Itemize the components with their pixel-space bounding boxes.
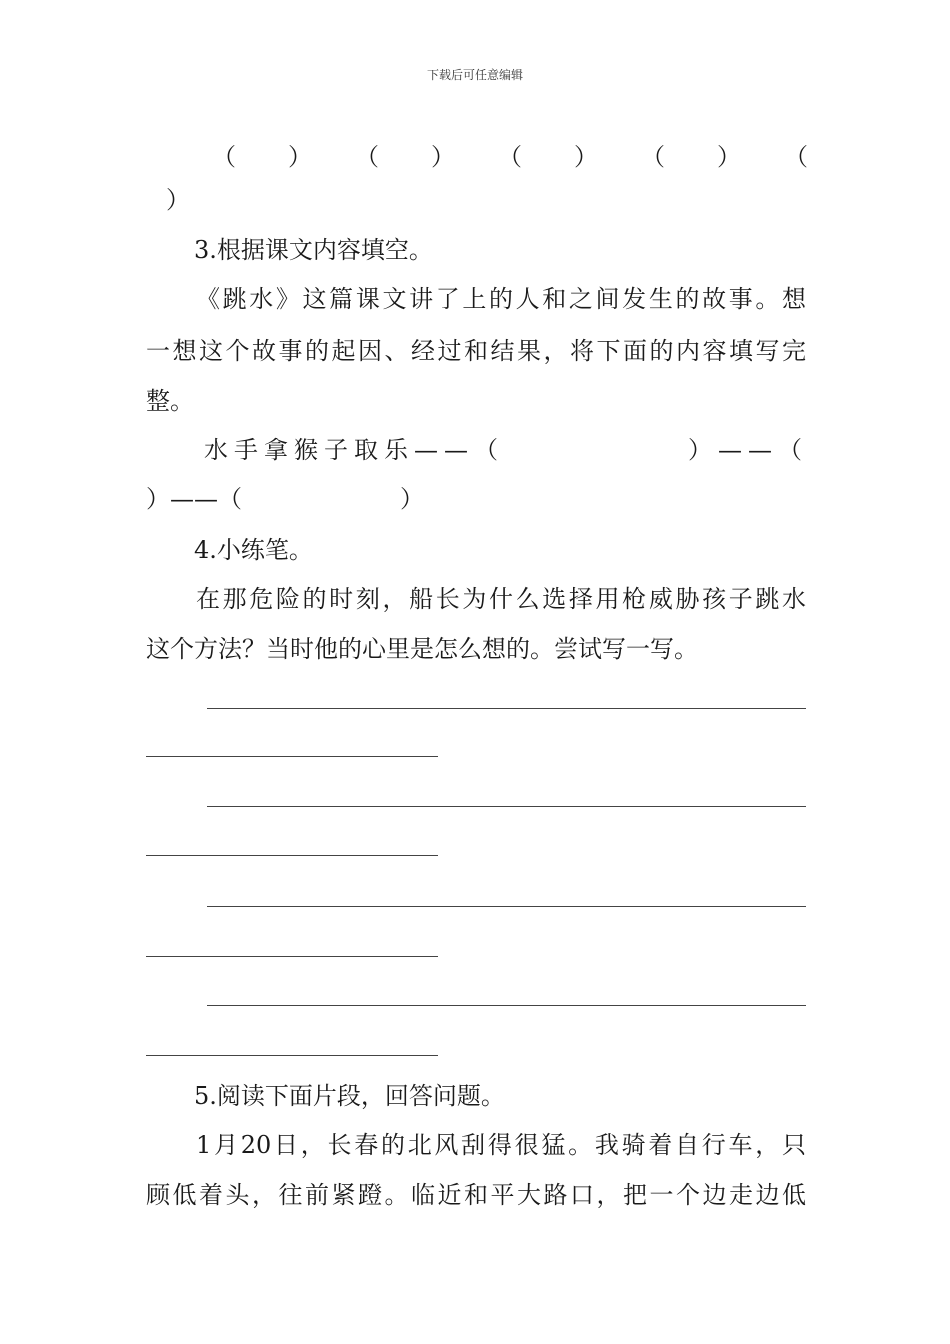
open-paren: （ [784, 143, 808, 171]
blank-parentheses-row [0, 137, 950, 171]
q4-title: 4.小练笔。 [194, 536, 313, 564]
q3-title: 3.根据课文内容填空。 [194, 236, 433, 264]
open-paren: （ [498, 143, 522, 171]
close-paren: ） [717, 143, 741, 171]
open-paren: （ [641, 143, 665, 171]
q3-paragraph-line3: 整。 [146, 387, 194, 415]
answer-line[interactable] [146, 956, 438, 957]
q3-chain-line2-a: ）——（ [146, 485, 242, 513]
q3-chain-mid: ）——（ [688, 436, 808, 464]
answer-line[interactable] [146, 1055, 438, 1056]
close-paren-wrap: ） [166, 186, 190, 214]
close-paren: ） [431, 143, 455, 171]
close-paren: ） [574, 143, 598, 171]
answer-line[interactable] [207, 708, 806, 709]
answer-line[interactable] [207, 1005, 806, 1006]
answer-line[interactable] [146, 756, 438, 757]
q3-paragraph-line2: 一想这个故事的起因、经过和结果，将下面的内容填写完 [146, 337, 806, 365]
answer-line[interactable] [146, 855, 438, 856]
page-header: 下载后可任意编辑 [426, 68, 523, 82]
q4-paragraph-line1: 在那危险的时刻，船长为什么选择用枪威胁孩子跳水 [196, 585, 806, 613]
q3-chain-start: 水手拿猴子取乐——（ [204, 436, 504, 464]
open-paren: （ [355, 143, 379, 171]
q3-paragraph-line1: 《跳水》这篇课文讲了上的人和之间发生的故事。想 [196, 285, 806, 313]
q3-chain-line2-b: ） [400, 485, 424, 513]
answer-line[interactable] [207, 806, 806, 807]
close-paren: ） [288, 143, 312, 171]
q5-title: 5.阅读下面片段，回答问题。 [194, 1082, 505, 1110]
open-paren: （ [212, 143, 236, 171]
answer-line[interactable] [207, 906, 806, 907]
q4-paragraph-line2: 这个方法？当时他的心里是怎么想的。尝试写一写。 [146, 635, 698, 663]
q5-paragraph-line1: 1月20日，长春的北风刮得很猛。我骑着自行车，只 [196, 1131, 806, 1159]
q5-paragraph-line2: 顾低着头，往前紧蹬。临近和平大路口，把一个边走边低 [146, 1181, 806, 1209]
